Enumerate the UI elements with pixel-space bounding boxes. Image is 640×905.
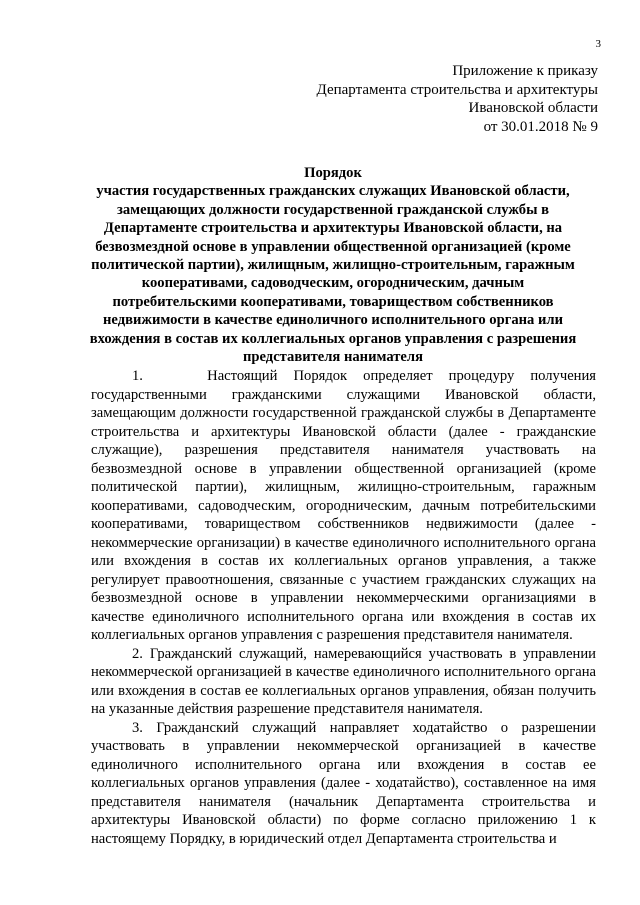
document-body (91, 367, 596, 848)
title-text: участия государственных гражданских служащих Ивановской области, замещающих должности государственной гражданской службы в Департаменте строительства и архитектуры Ивановской области, на безвозмездной основе в управлении общественной организацией (кроме политической партии), жилищным, жилищно-строительным, гаражным кооперативами, садоводческим, огородническим, дачным потребительскими кооперативами, товариществом собственников недвижимости в качестве единоличного исполнительного органа или вхождения в состав их коллегиальных органов управления с разрешения представителя нанимателя (89, 183, 577, 366)
page-number: 3 (595, 38, 601, 50)
paragraph-3: 3. Гражданский служащий направляет ходатайство о разрешении участвовать в управлении некоммерческой организацией в качестве единоличного исполнительного органа или вхождения в состав ее коллегиальных органов управления (далее - ходатайство), составленное на имя представителя нанимателя (начальник Департамента строительства и архитектуры Ивановской области) по форме согласно приложению 1 к настоящему Порядку, в юридический отдел Департамента строительства и (91, 719, 596, 847)
title-heading: Порядок (304, 165, 362, 181)
approval-line: Приложение к приказу (452, 63, 598, 79)
approval-line: Департамента строительства и архитектуры (316, 81, 598, 98)
paragraph-1: 1. Настоящий Порядок определяет процедуру получения государственными гражданскими служащими Ивановской области, замещающим должности государственной гражданской службы в Департаменте строительства и архитектуры Ивановской области (далее - гражданские служащие), разрешения представителя нанимателя участвовать на безвозмездной основе в управлении общественной организацией (кроме политической партии), жилищным, жилищно-строительным, гаражным кооперативами, садоводческим, огородническим, дачным потребительскими кооперативами, товариществом собственников недвижимости (далее - некоммерческие организации) в качестве единоличного исполнительного органа или вхождения в состав их коллегиальных органов управления, а также регулирует правоотношения, связанные с участием гражданских служащих на безвозмездной основе в управлении некоммерческими организациями в качестве единоличного исполнительного органа или вхождения в состав их коллегиальных органов управления с разрешения представителя нанимателя. (91, 368, 596, 643)
approval-block (268, 62, 598, 136)
document-title (86, 164, 580, 366)
paragraph-2: 2. Гражданский служащий, намеревающийся участвовать в управлении некоммерческой организацией в качестве единоличного исполнительного органа или вхождения в состав ее коллегиальных органов управления, обязан получить на указанные действия разрешение представителя нанимателя. (91, 645, 596, 717)
approval-line: от 30.01.2018 № 9 (483, 118, 598, 135)
approval-line: Ивановской области (468, 100, 598, 116)
